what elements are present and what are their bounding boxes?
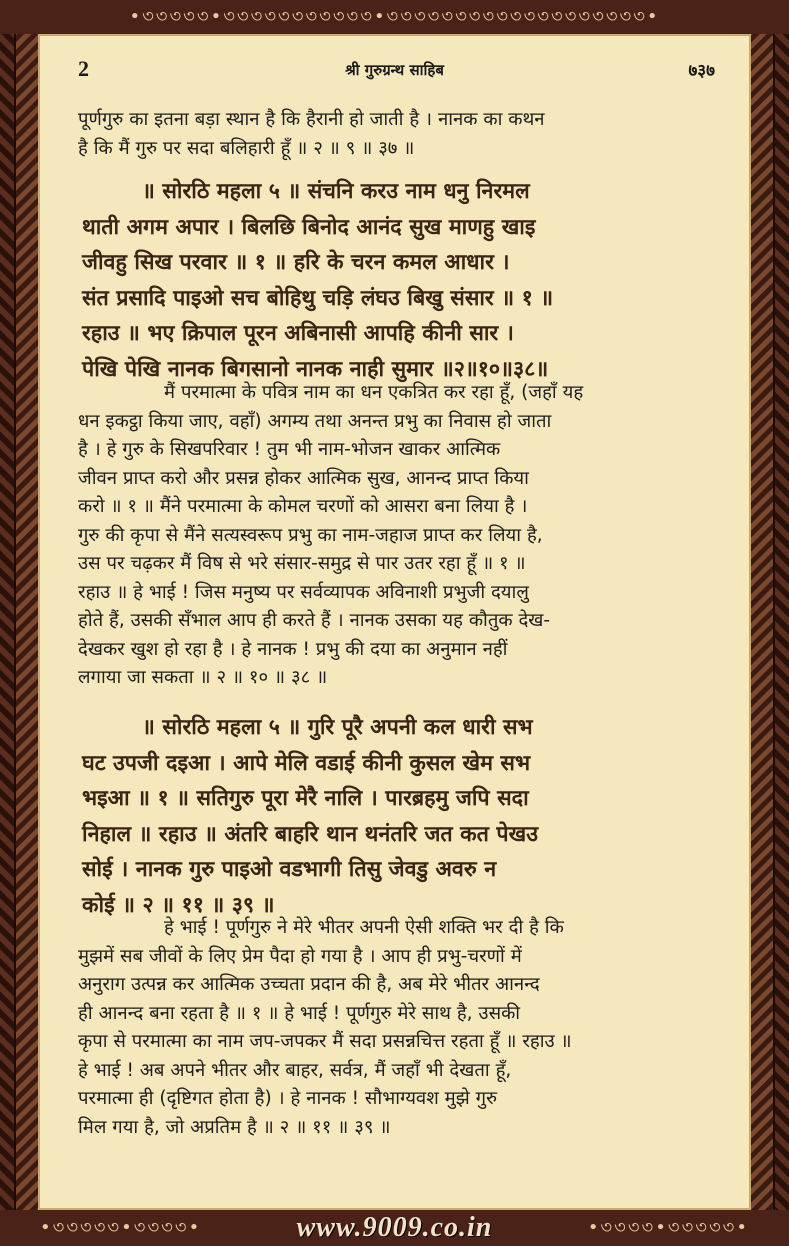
text-line: गुरु की कृपा से मैंने सत्यस्वरूप प्रभु का नाम-जहाज प्राप्त कर लिया है, (78, 524, 543, 546)
text-line: रहाउ ॥ हे भाई ! जिस मनुष्य पर सर्वव्यापक अविनाशी प्रभुजी दयालु (78, 581, 529, 603)
text-line: लगाया जा सकता ॥ २ ॥ १० ॥ ३८ ॥ (78, 667, 328, 688)
page-number: 2 (78, 56, 89, 81)
verse-line: संत प्रसादि पाइओ सच बोहिथु चड़ि लंघउ बिखु संसार ॥ १ ॥ (82, 285, 554, 311)
verse-line: रहाउ ॥ भए क्रिपाल पूरन अबिनासी आपहि कीनी सार । (82, 321, 514, 346)
meaning-paragraph-2 (78, 914, 728, 1142)
page-title: श्री गुरुग्रन्थ साहिब (345, 61, 444, 79)
bottom-ornament-right: •৩৩৩৩•৩৩৩৩৩• (587, 1216, 749, 1238)
text-line: हे भाई ! अब अपने भीतर और बाहर, सर्वत्र, मैं जहाँ भी देखता हूँ, (78, 1059, 512, 1081)
text-line: पूर्णगुरु का इतना बड़ा स्थान है कि हैरानी हो जाती है । नानक का कथन (78, 109, 545, 130)
text-line: उस पर चढ़कर मैं विष से भरे संसार-समुद्र से पार उतर रहा हूँ ॥ १ ॥ (78, 553, 526, 574)
verse-line: भइआ ॥ १ ॥ सतिगुरु पूरा मेरै नालि । पारब्रहमु जपि सदा (82, 786, 529, 811)
website-link[interactable]: www.9009.co.in (296, 1212, 493, 1243)
page-header (38, 56, 751, 86)
text-line: हे भाई ! पूर्णगुरु ने मेरे भीतर अपनी ऐसी शक्ति भर दी है कि (164, 917, 564, 938)
text-line: जीवन प्राप्त करो और प्रसन्न होकर आत्मिक सुख, आनन्द प्राप्त किया (78, 467, 529, 489)
verse-line: जीवहु सिख परवार ॥ १ ॥ हरि के चरन कमल आधार । (82, 250, 510, 275)
text-line: होते हैं, उसकी सँभाल आप ही करते हैं । नानक उसका यह कौतुक देख- (78, 610, 551, 631)
verse-line: ॥ सोरठि महला ५ ॥ गुरि पूरै अपनी कल धारी सभ (142, 715, 533, 740)
text-line: है । हे गुरु के सिखपरिवार ! तुम भी नाम-भोजन खाकर आत्मिक (78, 439, 501, 460)
text-line: मिल गया है, जो अप्रतिम है ॥ २ ॥ ११ ॥ ३९ ॥ (78, 1116, 391, 1138)
verse-line: पेखि पेखि नानक बिगसानो नानक नाही सुमार ॥२॥१०॥३८॥ (82, 356, 549, 382)
ang-number: ७३७ (688, 61, 715, 81)
intro-paragraph (78, 106, 728, 163)
text-line: देखकर खुश हो रहा है । हे नानक ! प्रभु की दया का अनुमान नहीं (78, 638, 508, 660)
text-line: अनुराग उत्पन्न कर आत्मिक उच्चता प्रदान की है, अब मेरे भीतर आनन्द (78, 974, 540, 995)
verse-line: कोई ॥ २ ॥ ११ ॥ ३९ ॥ (82, 892, 275, 918)
text-line: करो ॥ १ ॥ मैंने परमात्मा के कोमल चरणों को आसरा बना लिया है । (78, 496, 528, 517)
text-line: परमात्मा ही (दृष्टिगत होता है) । हे नानक ! सौभाग्यवश मुझे गुरु (78, 1088, 498, 1109)
shabad-verse-2 (82, 710, 730, 923)
verse-line: ॥ सोरठि महला ५ ॥ संचनि करउ नाम धनु निरमल (142, 179, 530, 204)
verse-line: निहाल ॥ रहाउ ॥ अंतरि बाहरि थान थनंतरि जत कत पेखउ (82, 821, 538, 847)
scripture-page (38, 34, 751, 1210)
verse-line: घट उपजी दइआ । आपे मेलि वडाई कीनी कुसल खेम सभ (82, 750, 531, 776)
text-line: धन इकट्ठा किया जाए, वहाँ) अगम्य तथा अनन्त प्रभु का निवास हो जाता (78, 410, 552, 432)
shabad-verse-1 (82, 174, 730, 387)
bottom-ornament-left: •৩৩৩৩৩•৩৩৩৩• (40, 1216, 202, 1238)
verse-line: सोई । नानक गुरु पाइओ वडभागी तिसु जेवडु अवरु न (82, 857, 497, 882)
text-line: मुझमें सब जीवों के लिए प्रेम पैदा हो गया है । आप ही प्रभु-चरणों में (78, 945, 522, 967)
top-ornament-text: •৩৩৩৩৩•৩৩৩৩৩৩৩৩৩৩৩•৩৩৩৩৩৩৩৩৩৩৩৩৩৩৩৩৩৩৩• (129, 5, 660, 27)
verse-line: थाती अगम अपार । बिलछि बिनोद आनंद सुख माणहु खाइ (82, 214, 536, 240)
text-line: है कि मैं गुरु पर सदा बलिहारी हूँ ॥ २ ॥ ९ ॥ ३७ ॥ (78, 137, 415, 159)
text-line: कृपा से परमात्मा का नाम जप-जपकर मैं सदा प्रसन्नचित्त रहता हूँ ॥ रहाउ ॥ (78, 1031, 572, 1052)
text-line: मैं परमात्मा के पवित्र नाम का धन एकत्रित कर रहा हूँ, (जहाँ यह (164, 382, 584, 403)
top-ornament (0, 0, 789, 34)
bottom-ornament (0, 1210, 789, 1246)
meaning-paragraph-1 (78, 379, 728, 693)
text-line: ही आनन्द बना रहता है ॥ १ ॥ हे भाई ! पूर्णगुरु मेरे साथ है, उसकी (78, 1002, 521, 1024)
